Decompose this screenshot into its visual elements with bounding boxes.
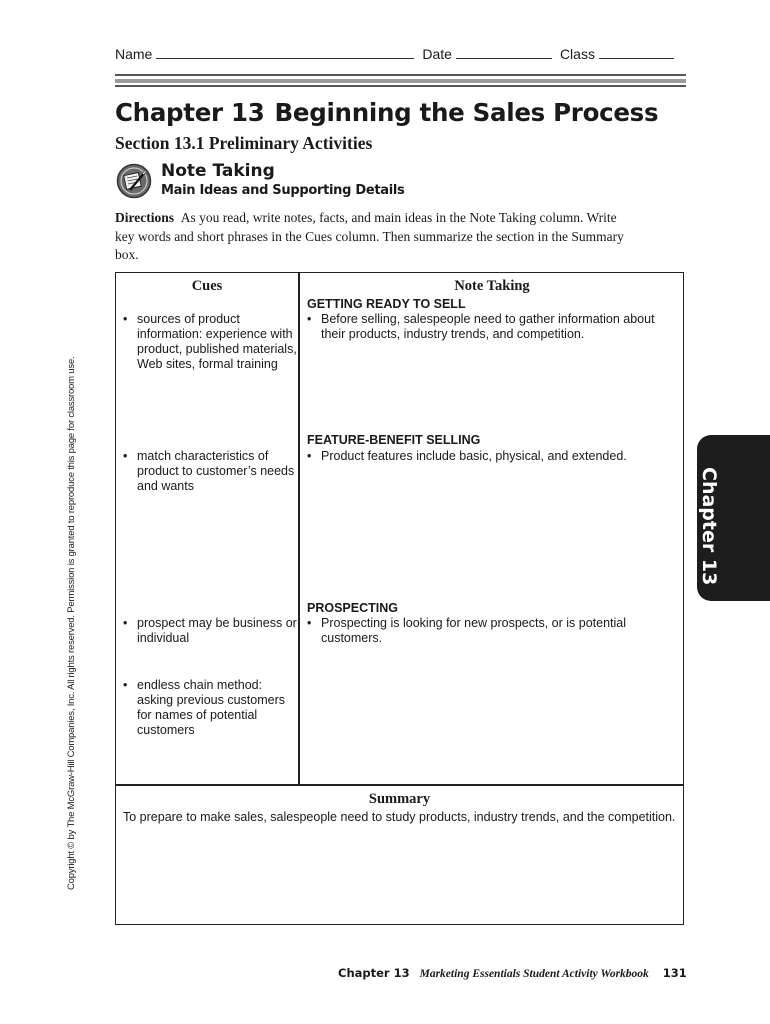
cue-text: match characteristics of product to customer’s needs and wants [137,449,295,493]
note-item [307,312,671,342]
date-label: Date [422,46,452,62]
directions-label: Directions [115,210,174,225]
bullet: • [123,678,128,692]
name-label: Name [115,46,153,62]
date-field[interactable] [456,44,552,59]
header-fields [115,44,687,62]
note-heading: GETTING READY TO SELL [307,297,466,311]
class-field[interactable] [599,44,674,59]
column-divider [298,272,300,784]
copyright-notice: Copyright © by The McGraw-Hill Companies, Inc. All rights reserved. Permission is granted to reproduce this page for classroom use. [66,356,77,890]
directions [115,209,630,265]
cue-text: prospect may be business or individual [137,616,297,645]
summary-divider [115,784,684,786]
note-text: Before selling, salespeople need to gather information about their products, industry trends, and competition. [321,312,655,341]
page-number: 131 [662,966,687,980]
cues-column-header: Cues [191,278,223,294]
section-title: Section 13.1 Preliminary Activities [115,133,373,153]
name-field[interactable] [156,44,414,59]
chapter-tab-label: Chapter 13 [698,467,720,586]
page-footer [338,966,687,980]
directions-text: As you read, write notes, facts, and main ideas in the Note Taking column. Write key words and short phrases in the Cues column. Then summarize the section in the Summary box. [115,210,624,262]
note-taking-title: Note Taking [161,161,275,181]
note-heading: PROSPECTING [307,601,398,615]
note-taking-icon [116,163,152,199]
summary-text: To prepare to make sales, salespeople need to study products, industry trends, and the competition. [123,810,676,824]
bullet: • [307,449,312,463]
chapter-number: Chapter 13 [115,98,265,127]
bullet: • [307,616,312,630]
cue-item [123,449,297,494]
class-label: Class [559,46,595,62]
footer-book-title: Marketing Essentials Student Activity Workbook [419,968,649,980]
note-text: Prospecting is looking for new prospects, or is potential customers. [321,616,627,645]
cue-item [123,616,297,646]
bullet: • [307,312,312,326]
cue-item [123,678,297,738]
notes-column-header: Note Taking [454,278,530,294]
bullet: • [123,449,128,463]
chapter-name: Beginning the Sales Process [274,98,659,127]
cue-text: endless chain method: asking previous customers for names of potential customers [137,678,285,737]
chapter-title [115,98,658,127]
note-text: Product features include basic, physical, and extended. [321,449,627,463]
cue-item [123,312,297,372]
bullet: • [123,312,128,326]
footer-chapter: Chapter 13 [338,966,410,980]
note-heading: FEATURE-BENEFIT SELLING [307,433,481,447]
note-item [307,449,671,464]
cue-text: sources of product information: experience with product, published materials, Web sites, formal training [137,312,297,371]
header-rule [115,74,686,88]
summary-header: Summary [368,791,431,807]
note-item [307,616,671,646]
bullet: • [123,616,128,630]
note-taking-subtitle: Main Ideas and Supporting Details [161,183,405,198]
